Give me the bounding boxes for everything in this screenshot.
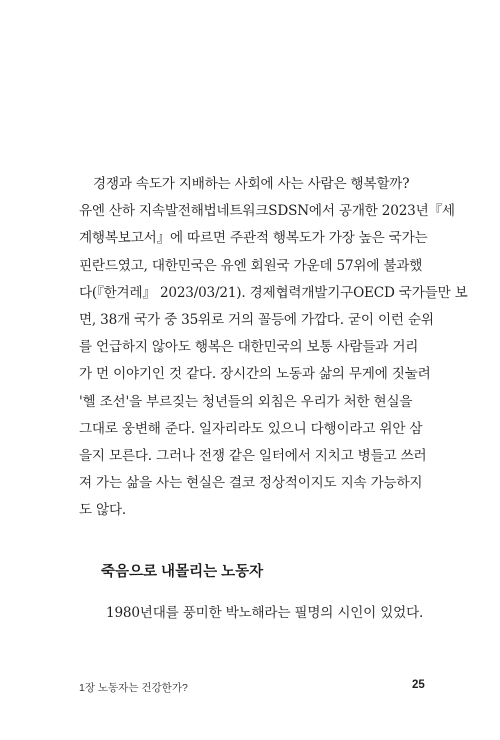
text-line: 져 가는 삶을 사는 현실은 결코 정상적이지도 지속 가능하지 <box>79 475 423 492</box>
page-number: 25 <box>412 679 425 691</box>
text-line: 그대로 웅변해 준다. 일자리라도 있으니 다행이라고 위안 삼 <box>79 420 423 437</box>
text-line: 계행복보고서』에 따르면 주관적 행복도가 가장 높은 국가는 <box>79 230 428 247</box>
text-line: '헬 조선'을 부르짖는 청년들의 외침은 우리가 처한 현실을 <box>79 393 413 410</box>
body-paragraph <box>79 171 468 525</box>
running-footer-chapter: 1장 노동자는 건강한가? <box>79 682 188 694</box>
text-line: 가 먼 이야기인 것 같다. 장시간의 노동과 삶의 무게에 짓눌려 <box>79 366 431 383</box>
text-line: 를 언급하지 않아도 행복은 대한민국의 보통 사람들과 거리 <box>79 339 419 356</box>
text-line: 경쟁과 속도가 지배하는 사회에 사는 사람은 행복할까? <box>93 176 410 192</box>
text-line: 유엔 산하 지속발전해법네트워크SDSN에서 공개한 2023년『세 <box>79 203 455 220</box>
text-line: 다(『한겨레』 2023/03/21). 경제협력개발기구OECD 국가들만 보 <box>79 284 468 301</box>
text-line: 면, 38개 국가 중 35위로 거의 꼴등에 가깝다. 굳이 이런 순위 <box>79 312 434 329</box>
text-line: 도 않다. <box>79 502 127 519</box>
text-line: 을지 모른다. 그러나 전쟁 같은 일터에서 지치고 병들고 쓰러 <box>79 448 427 465</box>
text-line: 핀란드였고, 대한민국은 유엔 회원국 가운데 57위에 불과했 <box>79 257 423 274</box>
section-intro-line: 1980년대를 풍미한 박노해라는 필명의 시인이 있었다. <box>106 605 424 621</box>
section-heading: 죽음으로 내몰리는 노동자 <box>101 564 264 580</box>
